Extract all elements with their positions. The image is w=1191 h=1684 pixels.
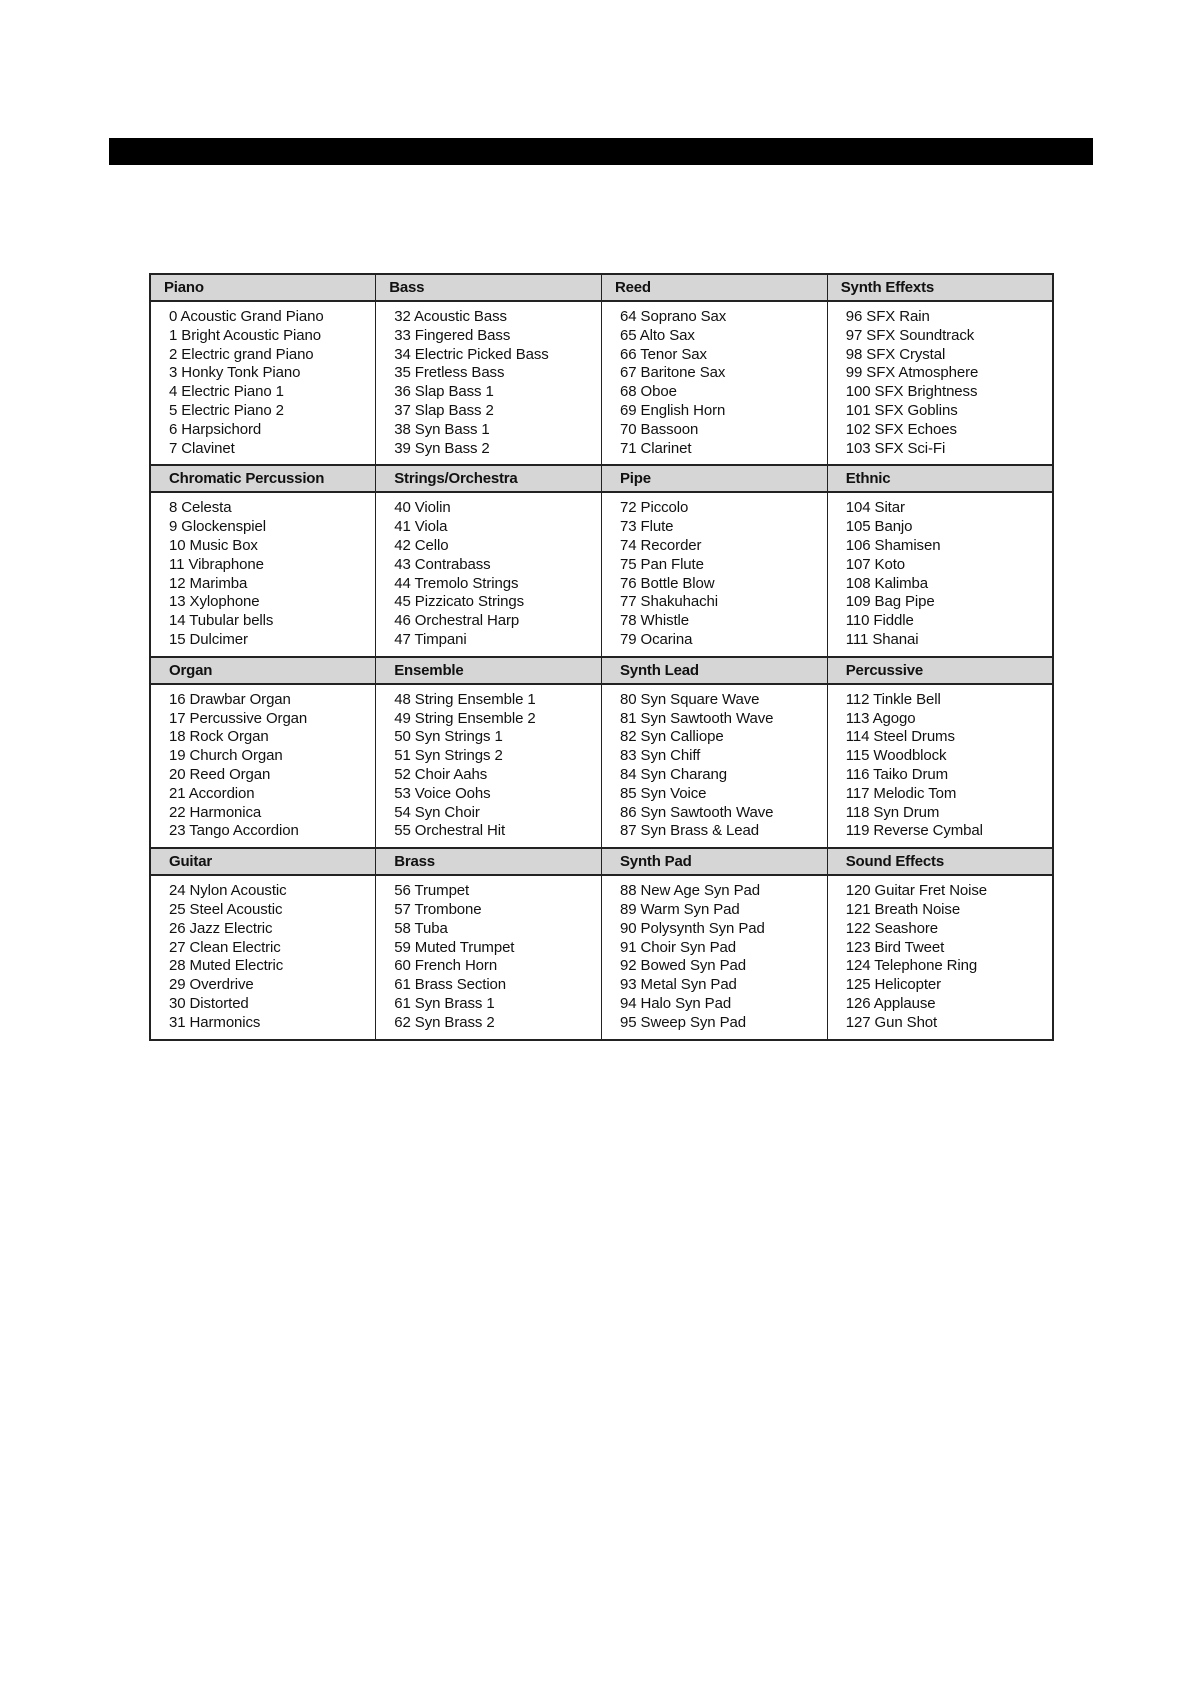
instrument-list-row (150, 875, 1053, 1039)
instrument-list (846, 882, 1052, 1032)
instrument-item: 41 Viola (394, 518, 448, 536)
instrument-item: 74 Recorder (620, 536, 702, 554)
instrument-item: 127 Gun Shot (845, 1013, 938, 1031)
category-header-sound-effects: Sound Effects (827, 848, 1053, 875)
instrument-item: 118 Syn Drum (845, 803, 940, 821)
instrument-item: 89 Warm Syn Pad (620, 900, 740, 918)
instrument-item: 33 Fingered Bass (394, 326, 511, 344)
instrument-item: 68 Oboe (620, 383, 677, 401)
instrument-item: 8 Celesta (169, 499, 232, 517)
instrument-list (169, 499, 375, 649)
instrument-item: 17 Percussive Organ (169, 709, 308, 727)
instrument-item: 44 Tremolo Strings (394, 574, 519, 592)
instrument-item: 119 Reverse Cymbal (845, 822, 983, 840)
instrument-item: 115 Woodblock (845, 747, 947, 765)
instrument-item: 101 SFX Goblins (845, 401, 958, 419)
instrument-item: 55 Orchestral Hit (394, 822, 506, 840)
instrument-item: 59 Muted Trumpet (394, 938, 515, 956)
instrument-item: 0 Acoustic Grand Piano (169, 308, 324, 325)
instrument-item: 66 Tenor Sax (620, 345, 707, 363)
instrument-item: 91 Choir Syn Pad (620, 938, 736, 956)
instrument-item: 120 Guitar Fret Noise (845, 882, 988, 900)
category-header-percussive: Percussive (827, 657, 1053, 684)
category-header-row (150, 848, 1053, 875)
instrument-item: 87 Syn Brass & Lead (620, 822, 760, 840)
instrument-item: 71 Clarinet (620, 439, 692, 457)
instrument-item: 98 SFX Crystal (845, 345, 946, 363)
instrument-item: 99 SFX Atmosphere (845, 364, 979, 382)
instrument-table (149, 273, 1054, 1041)
instrument-list (394, 499, 601, 649)
instrument-list (846, 499, 1052, 649)
instrument-item: 114 Steel Drums (845, 728, 955, 746)
instrument-item: 95 Sweep Syn Pad (620, 1013, 746, 1031)
instrument-list (394, 691, 601, 841)
instrument-item: 47 Timpani (394, 630, 467, 648)
instrument-item: 85 Syn Voice (620, 784, 707, 802)
instrument-item: 12 Marimba (169, 574, 248, 592)
instrument-item: 38 Syn Bass 1 (394, 420, 490, 438)
header-bar (109, 138, 1093, 165)
category-header-strings-orchestra: Strings/Orchestra (376, 465, 602, 492)
instrument-item: 25 Steel Acoustic (169, 900, 283, 918)
instrument-list-row (150, 492, 1053, 656)
instrument-list-row (150, 684, 1053, 848)
instrument-item: 81 Syn Sawtooth Wave (620, 709, 774, 727)
instrument-item: 36 Slap Bass 1 (394, 383, 494, 401)
instrument-list (394, 308, 601, 458)
instrument-item: 75 Pan Flute (620, 555, 704, 573)
instrument-item: 10 Music Box (169, 536, 258, 554)
category-header-synth-effexts: Synth Effexts (827, 274, 1053, 301)
instrument-item: 90 Polysynth Syn Pad (620, 919, 765, 937)
instrument-item: 6 Harpsichord (169, 420, 262, 438)
instrument-item: 56 Trumpet (394, 882, 470, 900)
instrument-item: 121 Breath Noise (845, 900, 961, 918)
instrument-item: 54 Syn Choir (394, 803, 480, 821)
instrument-item: 30 Distorted (169, 994, 249, 1012)
instrument-item: 18 Rock Organ (169, 728, 269, 746)
category-header-piano: Piano (150, 274, 376, 301)
instrument-item: 123 Bird Tweet (845, 938, 945, 956)
instrument-item: 100 SFX Brightness (845, 383, 978, 401)
instrument-item: 26 Jazz Electric (169, 919, 273, 937)
instrument-item: 83 Syn Chiff (620, 747, 701, 765)
instrument-item: 4 Electric Piano 1 (169, 383, 284, 401)
category-header-synth-lead: Synth Lead (602, 657, 828, 684)
category-header-chromatic-percussion: Chromatic Percussion (150, 465, 376, 492)
instrument-list (620, 691, 827, 841)
instrument-item: 42 Cello (394, 536, 449, 554)
instrument-item: 32 Acoustic Bass (394, 308, 507, 325)
instrument-item: 1 Bright Acoustic Piano (169, 326, 321, 344)
instrument-item: 24 Nylon Acoustic (169, 882, 287, 900)
instrument-item: 65 Alto Sax (620, 326, 695, 344)
instrument-table-body (150, 274, 1053, 1040)
instrument-item: 126 Applause (845, 994, 936, 1012)
instrument-item: 124 Telephone Ring (845, 957, 978, 975)
instrument-item: 2 Electric grand Piano (169, 345, 314, 363)
instrument-item: 61 Brass Section (394, 976, 507, 994)
instrument-list (620, 499, 827, 649)
instrument-list (169, 691, 375, 841)
instrument-list-synth-effexts (827, 301, 1053, 465)
instrument-list-sound-effects (827, 875, 1053, 1039)
instrument-item: 29 Overdrive (169, 976, 254, 994)
instrument-item: 20 Reed Organ (169, 765, 271, 783)
instrument-list-pipe (602, 492, 828, 656)
instrument-item: 112 Tinkle Bell (845, 690, 941, 708)
instrument-item: 77 Shakuhachi (620, 593, 718, 611)
instrument-list (169, 882, 375, 1032)
instrument-item: 27 Clean Electric (169, 938, 281, 956)
instrument-item: 43 Contrabass (394, 555, 491, 573)
category-header-row (150, 465, 1053, 492)
instrument-list-chromatic-percussion (150, 492, 376, 656)
instrument-item: 80 Syn Square Wave (620, 690, 760, 708)
instrument-item: 28 Muted Electric (169, 957, 284, 975)
instrument-item: 11 Vibraphone (169, 555, 264, 573)
instrument-item: 86 Syn Sawtooth Wave (620, 803, 774, 821)
instrument-list-bass (376, 301, 602, 465)
instrument-item: 31 Harmonics (169, 1013, 261, 1031)
instrument-item: 94 Halo Syn Pad (620, 994, 732, 1012)
instrument-item: 35 Fretless Bass (394, 364, 505, 382)
instrument-item: 49 String Ensemble 2 (394, 709, 536, 727)
instrument-item: 37 Slap Bass 2 (394, 401, 494, 419)
category-header-ensemble: Ensemble (376, 657, 602, 684)
instrument-item: 67 Baritone Sax (620, 364, 726, 382)
instrument-item: 9 Glockenspiel (169, 518, 266, 536)
category-header-reed: Reed (602, 274, 828, 301)
instrument-item: 3 Honky Tonk Piano (169, 364, 301, 382)
instrument-item: 5 Electric Piano 2 (169, 401, 284, 419)
instrument-item: 72 Piccolo (620, 499, 689, 517)
instrument-item: 14 Tubular bells (169, 612, 274, 630)
instrument-item: 105 Banjo (845, 518, 913, 536)
instrument-item: 19 Church Organ (169, 747, 283, 765)
instrument-item: 70 Bassoon (620, 420, 699, 438)
instrument-item: 102 SFX Echoes (845, 420, 957, 438)
instrument-list-strings-orchestra (376, 492, 602, 656)
instrument-item: 61 Syn Brass 1 (394, 994, 495, 1012)
instrument-list (846, 308, 1052, 458)
instrument-item: 45 Pizzicato Strings (394, 593, 524, 611)
instrument-item: 104 Sitar (845, 499, 905, 517)
instrument-item: 15 Dulcimer (169, 630, 248, 648)
category-header-row (150, 274, 1053, 301)
instrument-item: 92 Bowed Syn Pad (620, 957, 746, 975)
instrument-item: 52 Choir Aahs (394, 765, 488, 783)
instrument-item: 21 Accordion (169, 784, 255, 802)
instrument-item: 125 Helicopter (845, 976, 942, 994)
instrument-item: 22 Harmonica (169, 803, 262, 821)
instrument-item: 57 Trombone (394, 900, 482, 918)
instrument-item: 16 Drawbar Organ (169, 690, 291, 708)
instrument-item: 39 Syn Bass 2 (394, 439, 490, 457)
instrument-item: 64 Soprano Sax (620, 308, 727, 325)
instrument-item: 111 Shanai (845, 630, 919, 648)
instrument-item: 122 Seashore (845, 919, 938, 937)
instrument-list-ensemble (376, 684, 602, 848)
instrument-item: 78 Whistle (620, 612, 690, 630)
instrument-list (394, 882, 601, 1032)
instrument-list-piano (150, 301, 376, 465)
category-header-organ: Organ (150, 657, 376, 684)
instrument-item: 113 Agogo (845, 709, 916, 727)
category-header-brass: Brass (376, 848, 602, 875)
instrument-list-guitar (150, 875, 376, 1039)
instrument-item: 46 Orchestral Harp (394, 612, 520, 630)
instrument-item: 109 Bag Pipe (845, 593, 935, 611)
instrument-item: 110 Fiddle (845, 612, 914, 630)
instrument-item: 51 Syn Strings 2 (394, 747, 503, 765)
instrument-item: 103 SFX Sci-Fi (845, 439, 946, 457)
instrument-list (620, 882, 827, 1032)
instrument-list-percussive (827, 684, 1053, 848)
instrument-item: 88 New Age Syn Pad (620, 882, 760, 900)
instrument-item: 73 Flute (620, 518, 674, 536)
instrument-item: 58 Tuba (394, 919, 448, 937)
instrument-item: 40 Violin (394, 499, 451, 517)
instrument-item: 34 Electric Picked Bass (394, 345, 549, 363)
instrument-list (846, 691, 1052, 841)
category-header-row (150, 657, 1053, 684)
instrument-item: 76 Bottle Blow (620, 574, 715, 592)
instrument-item: 84 Syn Charang (620, 765, 728, 783)
instrument-item: 50 Syn Strings 1 (394, 728, 503, 746)
instrument-item: 60 French Horn (394, 957, 498, 975)
instrument-item: 107 Koto (845, 555, 906, 573)
category-header-synth-pad: Synth Pad (602, 848, 828, 875)
instrument-item: 116 Taiko Drum (845, 765, 949, 783)
instrument-item: 13 Xylophone (169, 593, 260, 611)
instrument-item: 7 Clavinet (169, 439, 235, 457)
instrument-item: 48 String Ensemble 1 (394, 690, 536, 708)
instrument-item: 62 Syn Brass 2 (394, 1013, 495, 1031)
instrument-item: 97 SFX Soundtrack (845, 326, 975, 344)
instrument-item: 108 Kalimba (845, 574, 929, 592)
instrument-list-synth-lead (602, 684, 828, 848)
instrument-list-organ (150, 684, 376, 848)
instrument-item: 23 Tango Accordion (169, 822, 299, 840)
instrument-list-synth-pad (602, 875, 828, 1039)
instrument-list (620, 308, 827, 458)
instrument-item: 106 Shamisen (845, 536, 941, 554)
instrument-item: 79 Ocarina (620, 630, 693, 648)
category-header-guitar: Guitar (150, 848, 376, 875)
instrument-list-brass (376, 875, 602, 1039)
instrument-list (169, 308, 375, 458)
instrument-item: 69 English Horn (620, 401, 726, 419)
category-header-ethnic: Ethnic (827, 465, 1053, 492)
instrument-item: 53 Voice Oohs (394, 784, 491, 802)
instrument-item: 82 Syn Calliope (620, 728, 724, 746)
instrument-list-reed (602, 301, 828, 465)
instrument-item: 117 Melodic Tom (845, 784, 957, 802)
instrument-item: 96 SFX Rain (845, 308, 930, 325)
category-header-bass: Bass (376, 274, 602, 301)
instrument-list-row (150, 301, 1053, 465)
instrument-list-ethnic (827, 492, 1053, 656)
instrument-item: 93 Metal Syn Pad (620, 976, 737, 994)
category-header-pipe: Pipe (602, 465, 828, 492)
